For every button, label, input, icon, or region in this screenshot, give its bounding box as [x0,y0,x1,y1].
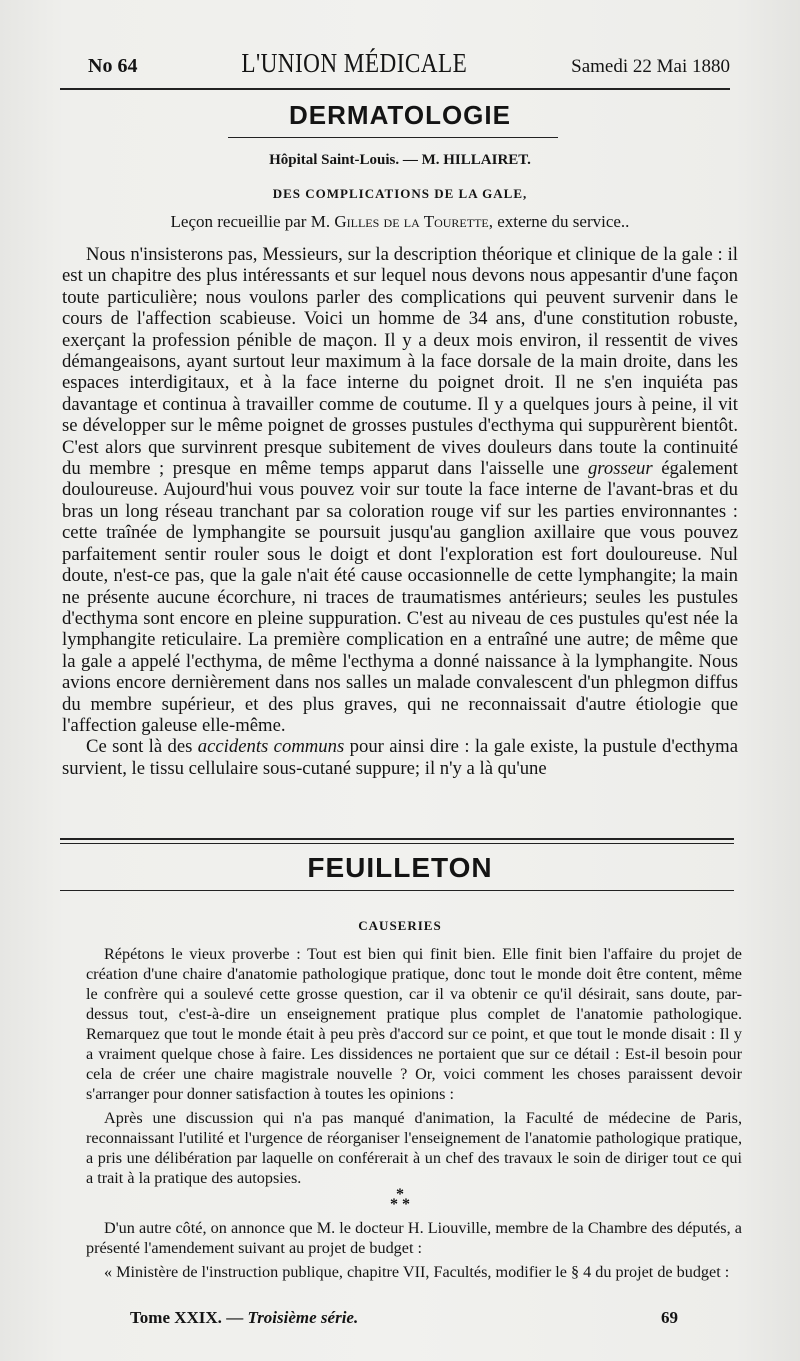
page-header [88,48,730,78]
footer-serie: Troisième série. [247,1308,359,1327]
feuilleton-rule-second [60,843,734,844]
lecon-suffix: , externe du service.. [488,212,630,231]
paragraph-text: Ce sont là des [86,736,198,758]
issue-number: No 64 [88,55,138,77]
lecon-byline [0,212,800,232]
section-rule [228,137,558,138]
lecon-author: Gilles de la Tourette [334,212,489,231]
feuilleton-body-3 [86,1218,742,1282]
paragraph-text: pour ainsi dire : la gale existe, la pustule d'ecthyma survient, le tissu cellulaire sous-cutané suppure; il n'y a là qu'une [62,736,738,779]
article-paragraph [62,244,738,736]
feuilleton-rule-top [60,838,734,840]
page-number: 69 [661,1308,678,1327]
feuilleton-body-2 [86,1108,742,1188]
header-rule [60,88,730,90]
article-subtitle: DES COMPLICATIONS DE LA GALE, [272,186,528,201]
footer-volume [130,1308,358,1328]
feuilleton-body-1 [86,944,742,1104]
feuilleton-paragraph: Après une discussion qui n'a pas manqué d'animation, la Faculté de médecine de Paris, reconnaissant l'utilité et l'urgence de réorganiser l'enseignement de l'anatomie pathologique pratique, a pris une délibération par laquelle on conférerait à un chef des travaux le soin de diriger tout ce qui a trait à la pratique des autopsies. [86,1109,742,1187]
article-paragraph [62,736,738,779]
feuilleton-paragraph: « Ministère de l'instruction publique, chapitre VII, Facultés, modifier le § 4 du projet de budget : [104,1263,730,1281]
feuilleton-title: FEUILLETON [307,852,493,883]
lecon-prefix: Leçon recueillie par M. [170,212,335,231]
asterism: * * * [390,1186,410,1213]
feuilleton-subtitle: CAUSERIES [358,918,442,933]
paragraph-text: également douloureuse. Aujourd'hui vous pouvez voir sur toute la face interne de l'avant-bras et du bras un long réseau tranchant par sa coloration rouge vif sur les parties environnantes : cette traînée de lymphangite se poursuit jusqu'au ganglion axillaire que vous pouvez parfaitement sentir rouler sous le doigt et dont l'exploration est fort douloureuse. Nul doute, n'est-ce pas, que la gale n'ait été cause occasionnelle de cette lymphangite; la main ne présente aucune écorchure, ni traces de traumatismes antérieurs; seules les pustules d'ecthyma sont encore en pleine suppuration. C'est au niveau de ces pustules qu'est née la lymphangite reticulaire. La première complication en a entraîné une autre; de même que la gale a appelé l'ecthyma, de même l'ecthyma a donné naissance à la lymphangite. Nous avions encore dernièrement dans nos salles un malade convalescent d'un phlegmon diffus du membre supérieur, et des plus graves, qui ne reconnaissait d'autre étiologie que l'affection galeuse elle-même. [62,458,738,736]
journal-title: L'UNION MÉDICALE [241,48,468,78]
feuilleton-title-rule [60,890,734,891]
footer-dash: — [221,1308,248,1327]
footer-tome: Tome XXIX. [130,1308,222,1327]
italic-term: grosseur [587,458,653,480]
issue-date: Samedi 22 Mai 1880 [571,56,730,77]
section-title: DERMATOLOGIE [289,100,511,130]
italic-term: accidents communs [197,736,345,758]
paragraph-text: Nous n'insisterons pas, Messieurs, sur la description théorique et clinique de la gale : il est un chapitre des plus intéressants et sur lequel nous devons nous appesantir d'une façon toute particulière; nous voulons parler des complications qui peuvent survenir dans le cours de l'affection scabieuse. Voici un homme de 34 ans, d'une constitution robuste, exerçant la profession pénible de maçon. Il y a deux mois environ, il ressentit de vives démangeaisons, ayant surtout leur maximum à la face dorsale de la main droite, dans les espaces interdigitaux, et à la face interne du poignet droit. Il ne s'en inquiéta pas davantage et continua à travailler comme de coutume. Il y a quelques jours à peine, il vit se développer sur le même poignet de grosses pustules d'ecthyma qui suppurèrent bientôt. C'est alors que survinrent presque subitement de vives douleurs dans toute la continuité du membre ; presque en même temps apparut dans l'aisselle une [62,244,738,480]
article-body [62,244,738,779]
feuilleton-paragraph: D'un autre côté, on annonce que M. le docteur H. Liouville, membre de la Chambre des députés, a présenté l'amendement suivant au projet de budget : [86,1219,742,1257]
hospital-line: Hôpital Saint-Louis. — M. HILLAIRET. [269,152,531,168]
feuilleton-paragraph: Répétons le vieux proverbe : Tout est bien qui finit bien. Elle finit bien l'affaire du projet de création d'une chaire d'anatomie pathologique pratique, donc tout le monde doit être content, même le confrère qui a soulevé cette grosse question, car il va obtenir ce qu'il désirait, sans doute, par-dessus tout, c'est-à-dire un enseignement pratique plus complet de l'anatomie pathologique. Remarquez que tout le monde était à peu près d'accord sur ce point, et que tout le monde disait : Il y a vraiment quelque chose à faire. Les dissidences ne portaient que sur ce détail : Est-il besoin pour cela de créer une chaire magistrale nouvelle ? Or, voici comment les choses paraissent devoir s'arranger pour donner satisfaction à toutes les opinions : [86,945,742,1103]
